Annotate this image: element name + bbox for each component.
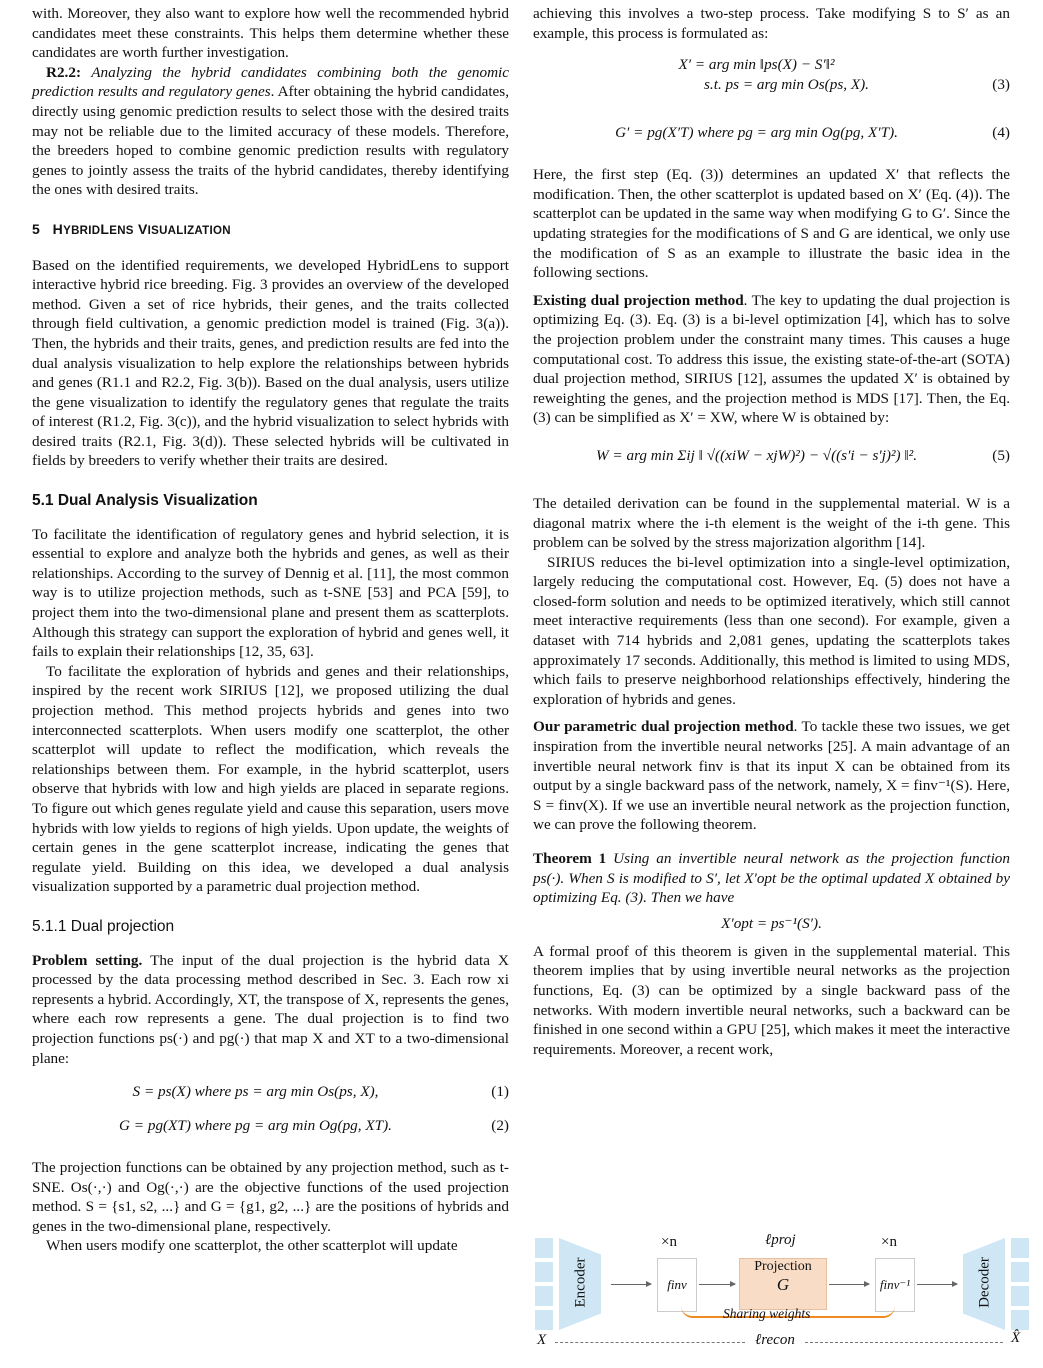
times-n-right: ×n — [881, 1234, 897, 1250]
paragraph-r22 — [32, 63, 509, 200]
times-n-left: ×n — [661, 1234, 677, 1250]
theorem-equation: X′opt = ps⁻¹(S′). — [721, 914, 822, 932]
arrow-finv-inv-decoder — [917, 1284, 957, 1285]
existing-method-label: Existing dual projection method — [533, 291, 744, 309]
finv-box: finv — [657, 1258, 697, 1312]
arrow-encoder-finv — [611, 1284, 651, 1285]
equation-5: W = arg min Σij ‖ √((xiW − xjW)²) − √((s′i − s′j)²) ‖². (5) — [595, 446, 1010, 464]
equation-3: X′ = arg min ‖ps(X) − S′‖² s.t. ps = arg min Os(ps, X). (3) — [678, 56, 1010, 94]
theorem-1 — [533, 849, 1010, 908]
recon-dash-left — [555, 1342, 745, 1343]
arrow-finv-projection — [699, 1284, 735, 1285]
paragraph-right-4: A formal proof of this theorem is given in the supplemental material. This theorem implies that by using invertible neural networks as the projection functions, Eq. (3) can be optimized by a single backward pass of the networks. With modern invertible neural networks, such a backward can be finished in one second within a GPU [25], which makes it meet the interactive requirements. Moreover, a recent work, — [533, 942, 1010, 1058]
theorem-label: Theorem 1 — [533, 850, 607, 867]
section-5-heading: 5 HYBRIDLENS VISUALIZATION — [32, 220, 231, 237]
r22-label: R2.2: — [46, 63, 82, 81]
paragraph-sec51-2: To facilitate the exploration of hybrids and genes and their relationships, inspired by the recent work SIRIUS [12], we proposed utilizing the dual projection method. This method projects hybrids and genes into two interconnected scatterplots. When users modify one scatterplot, the other scatterplot will update to reflect the modification, which reveals the relationships between them. For example, in the hybrid scatterplot, users observe that hybrids with low and high yields are placed in separate regions. To figure out which genes regulate yield and cause this separation, users move hybrids with low yields to regions of high yields. Upon update, the weights of certain genes in the gene scatterplot increase, indicating the genes that regulate yield. Building on this idea, we developed a dual analysis visualization supported by a parametric dual projection method. — [32, 662, 509, 896]
problem-setting-text: The input of the dual projection is the hybrid data X processed by the data processing method described in Sec. 3. Each row xi represents a hybrid. Accordingly, XT, the transpose of X, represents the genes, where each row represents a gene. The dual projection is to find two projection functions ps(·) and pg(·) that map X and XT to a two-dimensional plane: — [32, 951, 509, 1067]
paragraph-right-top: achieving this involves a two-step process. Take modifying S to S′ as an example, this process is formulated as: — [533, 5, 1010, 42]
x-label: X — [537, 1332, 547, 1348]
our-method-text: . To tackle these two issues, we get inspiration from the invertible neural networks [25]. A main advantage of an invertible neural network finv is that its input X can be obtained from its output by a single backward pass of the network, namely, X = finv⁻¹(S). Here, S = finv(X). If we use an invertible neural network as the projection function, we can prove the following theorem. — [533, 718, 1011, 834]
l-recon-label: ℓrecon — [755, 1332, 795, 1348]
decoder-label: Decoder — [976, 1257, 993, 1308]
finv-inv-box: finv⁻¹ — [875, 1258, 915, 1312]
equation-1: S = ps(X) where ps = arg min Os(ps, X), (1) — [132, 1083, 509, 1101]
decoder-output-cell — [1011, 1262, 1029, 1282]
paragraph-right-3: SIRIUS reduces the bi-level optimization into a single-level optimization, largely reducing the computational cost. However, Eq. (5) does not have a closed-form solution and needs to be optimized iteratively, which still cannot meet interactive requirements (less than one second). For example, given a dataset with 714 hybrids and 2,081 genes, updating the scatterplots takes approximately 17 seconds. Additionally, this method is limited to using MDS, which fails to preserve neighborhood relationships effectively, hindering the exploration of hybrids and genes. — [533, 553, 1010, 708]
architecture-figure — [533, 1232, 1033, 1364]
r22-title: Analyzing the hybrid candidates combining both the genomic prediction results and regulatory genes — [32, 63, 509, 101]
paragraph-after-equations: The projection functions can be obtained by any projection method, such as t-SNE. Os(·,·) and Og(·,·) are the objective functions of the used projection method. S = {s1, s2, ...} and G = {g1, g2, ...} are the positions of hybrids and genes in the two-dimensional plane, respectively. — [32, 1159, 509, 1235]
x-hat-label: X̂ — [1011, 1330, 1021, 1346]
theorem-text: Using an invertible neural network as the projection function ps(·). When S is modified to S′, let X′opt be the optimal updated X obtained by optimizing Eq. (3). Then we have — [533, 850, 1010, 907]
existing-method-text: . The key to updating the dual projection is optimizing Eq. (3). Eq. (3) is a bi-level optimization [4], which has to solve the projection problem under the constraint many times. This causes a huge computational cost. To address this issue, the existing state-of-the-art (SOTA) dual projection method, SIRIUS [12], assumes the updated X′ is obtained by reweighting the genes, and the projection method is MDS [17]. Then, the Eq. (3) can be simplified as X′ = XW, where W is obtained by: — [533, 291, 1010, 427]
equation-4: G′ = pg(X′T) where pg = arg min Og(pg, X′T). (4) — [615, 124, 1010, 142]
arrow-projection-finv-inv — [829, 1284, 869, 1285]
encoder-input-cell — [535, 1262, 553, 1282]
paragraph-right-2: The detailed derivation can be found in the supplemental material. W is a diagonal matrix where the i-th element is the weight of the i-th gene. This problem can be solved by the stress majorization algorithm [14]. — [533, 494, 1010, 552]
decoder-output-cell — [1011, 1310, 1029, 1330]
paragraph-problem-setting — [32, 951, 509, 1069]
projection-box: Projection G — [739, 1258, 827, 1310]
section-5-1-heading: 5.1 Dual Analysis Visualization — [32, 492, 258, 510]
equation-2: G = pg(XT) where pg = arg min Og(pg, XT). (2) — [119, 1117, 509, 1135]
encoder-label: Encoder — [572, 1257, 589, 1308]
problem-setting-label: Problem setting. — [32, 951, 143, 969]
left-column — [32, 4, 509, 1256]
encoder-input-cell — [535, 1310, 553, 1330]
paragraph-last-left: When users modify one scatterplot, the other scatterplot will update — [46, 1237, 458, 1255]
paragraph-sec51-1: To facilitate the identification of regulatory genes and hybrid selection, it is essential to explore and analyze both the hybrids and genes, as well as their relationships. According to the survey of Dennig et al. [11], the most common way is to utilize projection methods, such as t-SNE [53] and PCA [59], to project them into the two-dimensional plane and present them as scatterplots. Although this strategy can support the exploration of hybrid and genes well, it fails to explain their relationships [12, 35, 63]. — [32, 525, 509, 661]
encoder-input-cell — [535, 1286, 553, 1306]
decoder-output-cell — [1011, 1238, 1029, 1258]
section-5-1-1-heading: 5.1.1 Dual projection — [32, 917, 175, 935]
paragraph-sec5: Based on the identified requirements, we developed HybridLens to support interactive hybrid rice breeding. Fig. 3 provides an overview of the developed method. Given a set of rice hybrids, their genes, and the traits collected through field cultivation, a genomic prediction model is trained (Fig. 3(a)). Then, the hybrids and their traits, genes, and prediction results are fed into the dual analysis visualization to help explore the relationships between hybrids and genes (R1.1 and R2.2, Fig. 3(b)). Based on the dual analysis, users utilize the gene visualization to identify the regulatory genes that regulate the traits of interest (R1.2, Fig. 3(c)), and the hybrid visualization to select hybrids with desired traits (R2.1, Fig. 3(d)). These selected hybrids will be cultivated in fields by breeders to verify whether their traits are desired. — [32, 256, 509, 470]
paragraph-intro: with. Moreover, they also want to explore how well the recommended hybrid candidates meet these constraints. This helps them determine whether these candidates are worth further investigation. — [32, 5, 509, 62]
our-method-label: Our parametric dual projection method — [533, 718, 794, 736]
right-column — [533, 4, 1010, 1059]
paragraph-our-method — [533, 717, 1010, 835]
l-proj-label: ℓproj — [765, 1232, 796, 1248]
decoder-output-cell — [1011, 1286, 1029, 1306]
recon-dash-right — [805, 1342, 1003, 1343]
encoder-input-cell — [535, 1238, 553, 1258]
paragraph-right-1: Here, the first step (Eq. (3)) determines an updated X′ that reflects the modification. Then, the other scatterplot is updated based on X′ (Eq. (4)). The scatterplot can be updated in the same way when modifying G to G′. Since the updating strategies for the modifications of S and G are identical, we only use the modification of S as an example to illustrate the basic idea in the following sections. — [533, 166, 1010, 282]
paragraph-existing-method — [533, 291, 1010, 428]
sharing-weights-label: Sharing weights — [723, 1306, 811, 1321]
r22-text: . After obtaining the hybrid candidates, directly using genomic prediction results to select those with the desired traits may not be reliable due to the limited accuracy of these models. Therefore, the breeders hoped to combine genomic prediction results with regulatory genes to jointly assess the traits of the hybrid candidates, thereby identifying the ones with desired traits. — [32, 83, 510, 199]
